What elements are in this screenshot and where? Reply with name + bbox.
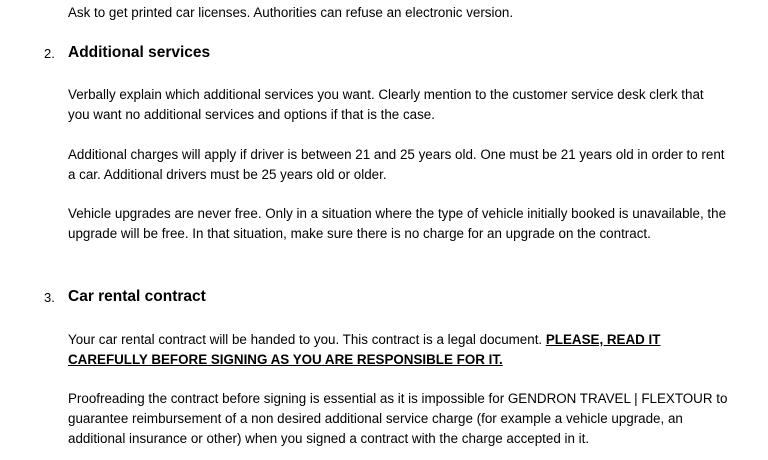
section-number: 3. [44, 290, 55, 305]
section-heading-car-rental-contract: Car rental contract [68, 288, 206, 305]
section-heading-additional-services: Additional services [68, 44, 211, 61]
contract-paragraph [68, 330, 728, 370]
contract-text: Your car rental contract will be handed to you. This contract is a legal document. [68, 332, 546, 347]
paragraph: Proofreading the contract before signing is essential as it is impossible for GENDRON TRAVEL | FLEXTOUR to guarantee reimbursement of a non desired additional service charge (for example a vehicle upgrade, an additional insurance or other) when you signed a contract with the charge accepted in it. [68, 391, 728, 446]
contract-warning: PLEASE, READ IT CAREFULLY BEFORE SIGNING AS YOU ARE RESPONSIBLE FOR IT. [68, 332, 661, 367]
paragraph: Verbally explain which additional services you want. Clearly mention to the customer service desk clerk that you want no additional services and options if that is the case. [68, 87, 704, 122]
paragraph: Additional charges will apply if driver is between 21 and 25 years old. One must be 21 years old in order to rent a car. Additional drivers must be 25 years old or older. [68, 147, 725, 182]
section-number: 2. [44, 46, 55, 61]
paragraph: Vehicle upgrades are never free. Only in a situation where the type of vehicle initially booked is unavailable, the upgrade will be free. In that situation, make sure there is no charge for an upgrade on the contract. [68, 206, 727, 241]
intro-paragraph: Ask to get printed car licenses. Authorities can refuse an electronic version. [68, 5, 514, 20]
